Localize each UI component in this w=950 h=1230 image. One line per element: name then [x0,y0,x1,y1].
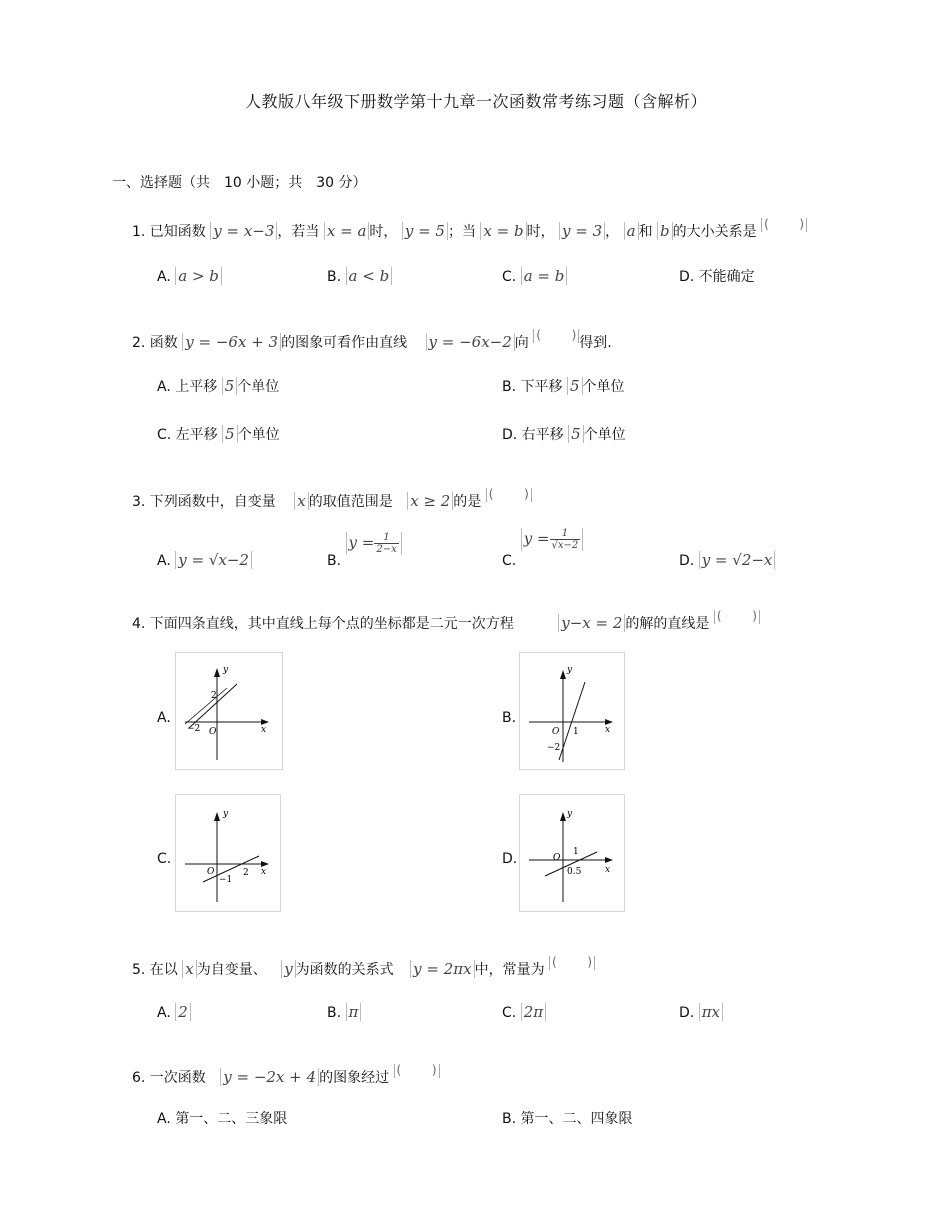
q5-option-d: D. πx [679,1004,723,1022]
q1-condition-a: x = a [324,222,370,240]
q4-graph-b [519,652,625,770]
q5-option-c: C. 2π [502,1004,546,1022]
q1-var-a: a [624,222,639,240]
q4-graph-a [175,652,283,770]
q1-text: ， [605,224,620,240]
page-title: 人教版八年级下册数学第十九章一次函数常考练习题（含解析） [245,92,708,111]
svg-text:O: O [207,867,215,877]
svg-text:1: 1 [573,847,579,857]
tick-label: −2 [187,724,201,734]
svg-text:x: x [261,867,267,877]
svg-text:x: x [605,865,611,875]
q5-option-a: A. 2 [157,1004,191,1022]
q1-option-b: B. a < b [327,268,392,286]
answer-blank [714,610,760,624]
q1-option-c: C. a = b [502,268,567,286]
q1-number: 1. 已知函数 [132,224,206,240]
question-6-stem: 6. 一次函数 y = −2x + 4 的图象经过 ( ) [132,1068,440,1087]
q5-option-b: B. π [327,1004,361,1022]
q1-text: 时， [369,224,398,240]
q2-number: 2. 函数 [132,335,178,351]
q1-text: ；当 [447,224,476,240]
svg-text:y: y [223,809,229,819]
answer-blank [394,1064,440,1078]
q6-option-a: A. 第一、二、三象限 [157,1111,288,1127]
q4-graph-d [519,794,625,912]
q3-option-d: D. y = √2−x [679,552,775,570]
svg-text:O: O [553,853,561,863]
q4-option-d-label: D. [502,851,518,867]
svg-text:y: y [567,665,573,675]
q1-option-a: A. a > b [157,268,222,286]
question-5-stem: 5. 在以 x 为自变量、 y 为函数的关系式 y = 2πx 中，常量为 ( ) [132,960,595,979]
q3-option-a: A. y = √x−2 [157,552,252,570]
q2-option-c: C. 左平移 5 个单位 [157,425,280,443]
question-3-stem: 3. 下列函数中，自变量 x 的取值范围是 x ≥ 2 的是 ( ) [132,492,532,511]
q2-equation-1: y = −6x + 3 [182,333,281,351]
svg-text:−1: −1 [219,875,233,885]
x-axis-label: x [261,725,267,735]
question-4-stem: 4. 下面四条直线，其中直线上每个点的坐标都是二元一次方程 y−x = 2 的解的直线是 ( ) [132,614,760,633]
question-2-stem: 2. 函数 y = −6x + 3 的图象可看作由直线 y = −6x−2 向 ( ) 得到. [132,333,612,352]
q2-option-b: B. 下平移 5 个单位 [502,377,625,395]
answer-blank [533,329,579,343]
svg-text:y: y [567,809,573,819]
origin-label: O [209,727,217,737]
svg-text:0.5: 0.5 [567,867,582,877]
q4-option-c-label: C. [157,851,172,867]
q4-graph-c [175,794,281,912]
q1-equation: y = x−3 [210,222,277,240]
q1-condition-b: x = b [480,222,526,240]
svg-text:1: 1 [573,727,579,737]
q4-option-b-label: B. [502,710,517,726]
q2-equation-2: y = −6x−2 [426,333,515,351]
section-heading: 一、选择题（共 10 小题；共 30 分） [112,175,367,191]
tick-label: 2 [211,691,217,701]
q2-option-a: A. 上平移 5 个单位 [157,377,280,395]
svg-text:2: 2 [243,868,249,878]
q1-option-d: D. 不能确定 [679,269,755,285]
answer-blank [549,956,595,970]
q1-var-b: b [657,222,673,240]
q3-option-c: C. y = $\frac{1}{√x-2}$ [502,552,583,570]
svg-text:x: x [605,725,611,735]
svg-text:O: O [552,727,560,737]
q4-option-a-label: A. [157,710,171,726]
q1-value-3: y = 3 [559,222,605,240]
q6-option-b: B. 第一、二、四象限 [502,1111,633,1127]
answer-blank [761,218,807,232]
y-axis-label: y [223,665,229,675]
q3-option-b: B. y = $\frac{1}{2-x}$ [327,552,402,570]
svg-text:−2: −2 [547,743,561,753]
q1-text: 时， [526,224,555,240]
q1-text: 的大小关系是 [672,224,757,240]
question-1-stem [132,222,807,241]
q1-text: ，若当 [277,224,320,240]
q1-text: 和 [638,224,653,240]
answer-blank [486,488,532,502]
q1-value-5: y = 5 [402,222,448,240]
q2-option-d: D. 右平移 5 个单位 [502,425,626,443]
